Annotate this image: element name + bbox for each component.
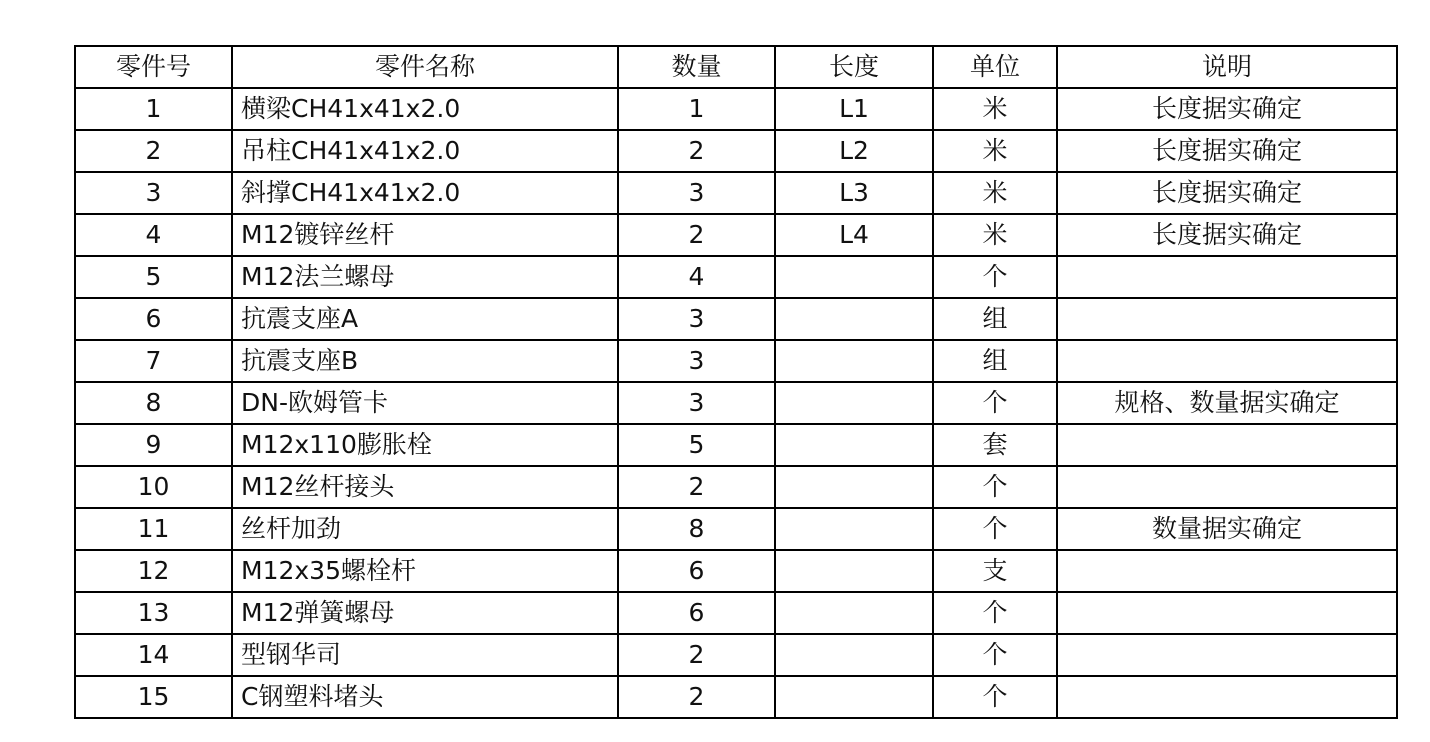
table-row xyxy=(75,340,1397,382)
cell-part-name: 斜撑CH41x41x2.0 xyxy=(232,172,618,214)
cell-quantity: 3 xyxy=(618,382,775,424)
cell-unit: 米 xyxy=(933,172,1057,214)
cell-length xyxy=(775,340,933,382)
header-part-name: 零件名称 xyxy=(232,46,618,88)
table-row xyxy=(75,508,1397,550)
cell-part-name: 横梁CH41x41x2.0 xyxy=(232,88,618,130)
cell-note xyxy=(1057,340,1397,382)
table-row xyxy=(75,592,1397,634)
cell-note: 长度据实确定 xyxy=(1057,172,1397,214)
table-row xyxy=(75,634,1397,676)
table-row xyxy=(75,256,1397,298)
cell-quantity: 2 xyxy=(618,676,775,718)
cell-length xyxy=(775,298,933,340)
cell-unit: 个 xyxy=(933,676,1057,718)
table-row xyxy=(75,214,1397,256)
cell-part-no: 14 xyxy=(75,634,232,676)
cell-part-name: 吊柱CH41x41x2.0 xyxy=(232,130,618,172)
cell-unit: 个 xyxy=(933,382,1057,424)
cell-note xyxy=(1057,466,1397,508)
cell-note xyxy=(1057,298,1397,340)
cell-unit: 米 xyxy=(933,214,1057,256)
cell-note: 长度据实确定 xyxy=(1057,130,1397,172)
cell-part-no: 9 xyxy=(75,424,232,466)
cell-note xyxy=(1057,424,1397,466)
cell-quantity: 3 xyxy=(618,172,775,214)
cell-part-no: 4 xyxy=(75,214,232,256)
cell-part-name: M12x110膨胀栓 xyxy=(232,424,618,466)
cell-length: L1 xyxy=(775,88,933,130)
cell-part-no: 12 xyxy=(75,550,232,592)
cell-part-no: 1 xyxy=(75,88,232,130)
cell-length xyxy=(775,256,933,298)
cell-unit: 米 xyxy=(933,88,1057,130)
cell-part-name: M12法兰螺母 xyxy=(232,256,618,298)
cell-unit: 套 xyxy=(933,424,1057,466)
cell-note xyxy=(1057,550,1397,592)
cell-note xyxy=(1057,676,1397,718)
cell-note xyxy=(1057,256,1397,298)
cell-part-name: 抗震支座A xyxy=(232,298,618,340)
cell-unit: 米 xyxy=(933,130,1057,172)
header-row xyxy=(75,46,1397,88)
table-row xyxy=(75,88,1397,130)
cell-unit: 组 xyxy=(933,340,1057,382)
cell-quantity: 6 xyxy=(618,550,775,592)
cell-unit: 支 xyxy=(933,550,1057,592)
table-row xyxy=(75,424,1397,466)
table-row xyxy=(75,172,1397,214)
cell-length xyxy=(775,676,933,718)
cell-length: L2 xyxy=(775,130,933,172)
cell-unit: 个 xyxy=(933,256,1057,298)
cell-part-no: 6 xyxy=(75,298,232,340)
header-note: 说明 xyxy=(1057,46,1397,88)
cell-unit: 组 xyxy=(933,298,1057,340)
cell-note xyxy=(1057,592,1397,634)
cell-note: 规格、数量据实确定 xyxy=(1057,382,1397,424)
table-row xyxy=(75,382,1397,424)
cell-quantity: 2 xyxy=(618,466,775,508)
table-row xyxy=(75,298,1397,340)
cell-part-name: M12镀锌丝杆 xyxy=(232,214,618,256)
cell-part-no: 10 xyxy=(75,466,232,508)
cell-unit: 个 xyxy=(933,634,1057,676)
table-row xyxy=(75,466,1397,508)
cell-length xyxy=(775,592,933,634)
parts-table xyxy=(74,45,1398,719)
cell-quantity: 8 xyxy=(618,508,775,550)
cell-quantity: 2 xyxy=(618,130,775,172)
cell-length xyxy=(775,634,933,676)
cell-part-name: 抗震支座B xyxy=(232,340,618,382)
cell-length xyxy=(775,466,933,508)
cell-part-name: M12弹簧螺母 xyxy=(232,592,618,634)
cell-unit: 个 xyxy=(933,508,1057,550)
cell-part-name: M12x35螺栓杆 xyxy=(232,550,618,592)
parts-table-body xyxy=(75,88,1397,718)
table-row xyxy=(75,676,1397,718)
cell-unit: 个 xyxy=(933,466,1057,508)
cell-part-no: 13 xyxy=(75,592,232,634)
cell-part-no: 2 xyxy=(75,130,232,172)
cell-quantity: 5 xyxy=(618,424,775,466)
table-row xyxy=(75,550,1397,592)
cell-part-no: 7 xyxy=(75,340,232,382)
cell-length: L4 xyxy=(775,214,933,256)
cell-quantity: 3 xyxy=(618,298,775,340)
cell-part-name: C钢塑料堵头 xyxy=(232,676,618,718)
cell-length xyxy=(775,550,933,592)
table-row xyxy=(75,130,1397,172)
cell-quantity: 6 xyxy=(618,592,775,634)
cell-note: 长度据实确定 xyxy=(1057,214,1397,256)
cell-quantity: 1 xyxy=(618,88,775,130)
cell-note: 数量据实确定 xyxy=(1057,508,1397,550)
header-length: 长度 xyxy=(775,46,933,88)
cell-part-no: 3 xyxy=(75,172,232,214)
cell-quantity: 3 xyxy=(618,340,775,382)
cell-part-name: DN-欧姆管卡 xyxy=(232,382,618,424)
header-quantity: 数量 xyxy=(618,46,775,88)
cell-unit: 个 xyxy=(933,592,1057,634)
cell-quantity: 2 xyxy=(618,214,775,256)
cell-part-no: 11 xyxy=(75,508,232,550)
cell-part-name: 型钢华司 xyxy=(232,634,618,676)
cell-length xyxy=(775,382,933,424)
cell-length xyxy=(775,424,933,466)
cell-quantity: 2 xyxy=(618,634,775,676)
cell-part-name: 丝杆加劲 xyxy=(232,508,618,550)
cell-part-name: M12丝杆接头 xyxy=(232,466,618,508)
cell-part-no: 5 xyxy=(75,256,232,298)
cell-quantity: 4 xyxy=(618,256,775,298)
cell-note xyxy=(1057,634,1397,676)
cell-part-no: 15 xyxy=(75,676,232,718)
cell-length: L3 xyxy=(775,172,933,214)
header-unit: 单位 xyxy=(933,46,1057,88)
cell-length xyxy=(775,508,933,550)
cell-part-no: 8 xyxy=(75,382,232,424)
header-part-no: 零件号 xyxy=(75,46,232,88)
cell-note: 长度据实确定 xyxy=(1057,88,1397,130)
